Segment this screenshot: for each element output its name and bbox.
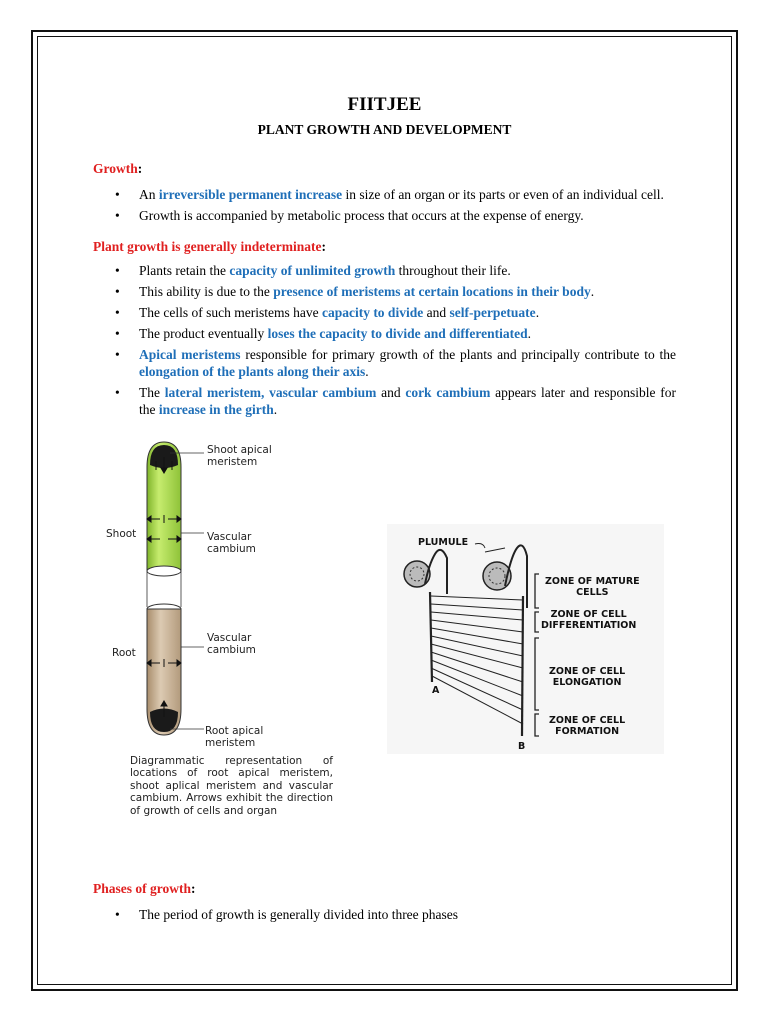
- meristem-diagram: [100, 437, 340, 757]
- growth-list: [93, 186, 676, 224]
- label-vascular-cambium-shoot: Vascular cambium: [207, 531, 256, 555]
- label-b: B: [518, 741, 526, 752]
- list-item: • Growth is accompanied by metabolic process that occurs at the expense of energy.: [115, 208, 584, 223]
- label-zone-cell-differentiation: ZONE OF CELL DIFFERENTIATION: [541, 609, 637, 631]
- list-item: • Plants retain the capacity of unlimited growth throughout their life.: [115, 263, 511, 278]
- list-item: • An irreversible permanent increase in size of an organ or its parts or even of an individual cell.: [115, 187, 664, 202]
- figure-caption: Diagrammatic representation of locations of root apical meristem, shoot aplical meristem and vascular cambium. Arrows exhibit the direction of growth of cells and organ: [130, 755, 333, 817]
- label-shoot-apical-meristem: Shoot apical meristem: [207, 444, 272, 468]
- document-subtitle: PLANT GROWTH AND DEVELOPMENT: [257, 122, 512, 137]
- list-item: • This ability is due to the presence of meristems at certain locations in their body.: [115, 284, 595, 299]
- section-heading-growth: Growth:: [93, 161, 143, 176]
- label-shoot: Shoot: [106, 528, 137, 540]
- indeterminate-list: [93, 262, 676, 418]
- label-zone-cell-elongation: ZONE OF CELL ELONGATION: [549, 666, 626, 688]
- label-zone-cell-formation: ZONE OF CELL FORMATION: [549, 715, 626, 737]
- section-heading-phases: Phases of growth:: [93, 881, 196, 896]
- list-item: • The cells of such meristems have capacity to divide and self-perpetuate.: [115, 305, 540, 320]
- section-heading-indeterminate: Plant growth is generally indeterminate:: [93, 239, 326, 254]
- label-root: Root: [112, 647, 136, 659]
- list-item: • The lateral meristem, vascular cambium and cork cambium appears later and responsible for the increase in the girth.: [115, 385, 676, 417]
- list-item: • The period of growth is generally divided into three phases: [115, 907, 459, 922]
- phases-list: [93, 906, 676, 923]
- label-vascular-cambium-root: Vascular cambium: [207, 632, 256, 656]
- label-a: A: [432, 685, 440, 696]
- document-body: [93, 93, 676, 422]
- label-zone-mature-cells: ZONE OF MATURE CELLS: [545, 576, 640, 598]
- list-item: • Apical meristems responsible for primary growth of the plants and principally contribute to the elongation of the plants along their axis.: [115, 347, 676, 379]
- label-root-apical-meristem: Root apical meristem: [205, 725, 264, 749]
- list-item: • The product eventually loses the capacity to divide and differentiated.: [115, 326, 531, 341]
- phases-section: [93, 880, 676, 927]
- document-title: FIITJEE: [347, 94, 422, 115]
- label-plumule: PLUMULE: [418, 537, 469, 548]
